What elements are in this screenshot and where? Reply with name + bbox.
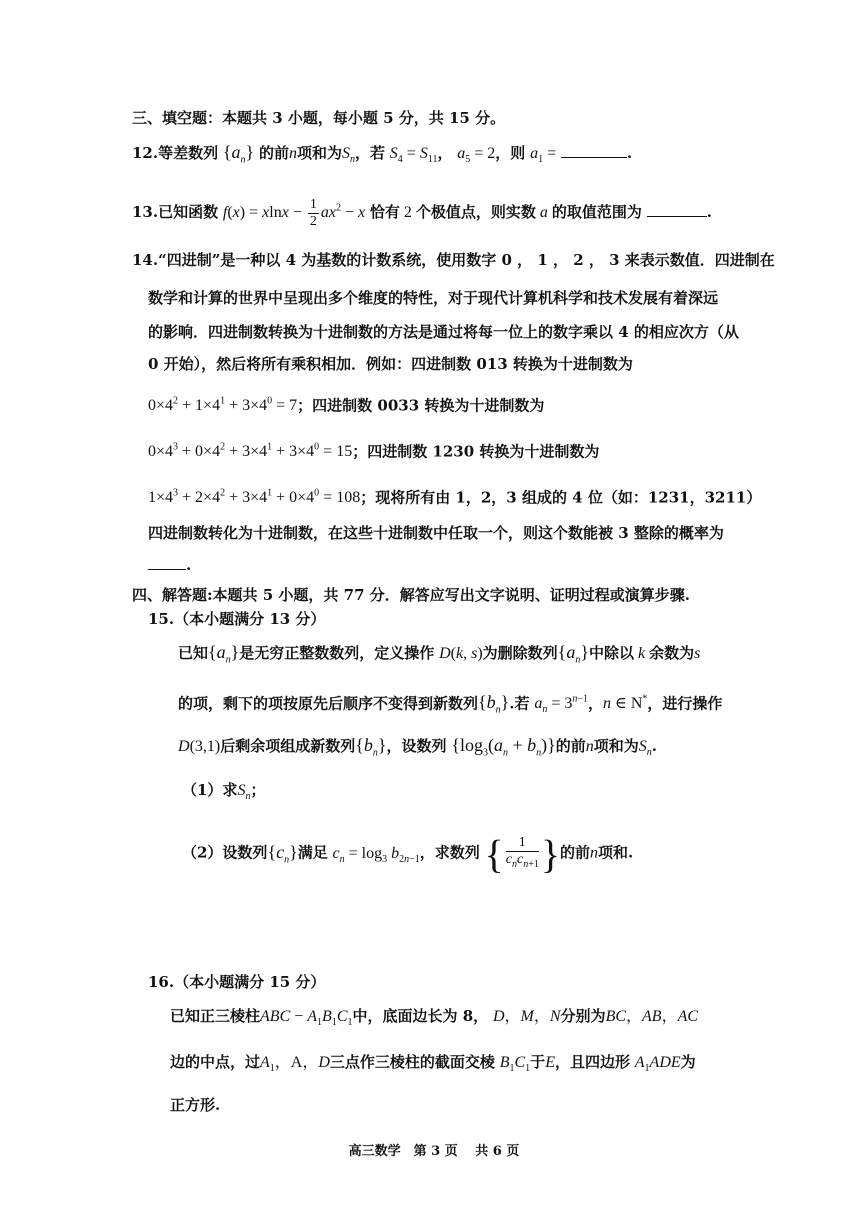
- q14-line-5: $0\times 4^2 + 1\times 4^1 + 3\times 4^0 = 7$；四进制数 0033 转换为十进制数为: [148, 396, 545, 415]
- q15-recip-seq: { $\frac{1}{c_nc_{n+1}}$ }: [484, 831, 561, 876]
- q14-line-6: $0\times 4^3 + 0\times 4^2 + 3\times 4^1 + 3\times 4^0 = 15$；四进制数 1230 转换为十进制数为: [148, 442, 600, 461]
- answer-blank-13: [647, 202, 707, 217]
- q14-line-2: 数学和计算的世界中呈现出多个维度的特性，对于现代计算机科学和技术发展有着深远: [148, 289, 719, 307]
- q15-log-seq: $\{\log_3(a_n + b_n)\}$: [451, 735, 556, 759]
- q16-line-3: 正方形.: [170, 1096, 221, 1114]
- q14-example-2: $0\times 4^3 + 0\times 4^2 + 3\times 4^1 + 3\times 4^0 = 15$: [148, 442, 353, 461]
- q12-condition-2: $a_5 = 2$: [457, 145, 496, 166]
- q15-title: 15.（本小题满分 13 分）: [148, 610, 326, 628]
- section4-header: 四、解答题:本题共 5 小题，共 77 分．解答应写出文字说明、证明过程或演算步骤.: [132, 586, 690, 604]
- q12-label: 12.等差数列: [132, 144, 219, 162]
- q15-line-3: D(3,1)后剩余项组成新数列$\{b_n\}$，设数列 $\{\log_3(a_n + b_n)\}$的前n项和为$S_n$.: [178, 735, 658, 759]
- q14-line-3: 的影响．四进制数转换为十进制数的方法是通过将每一位上的数字乘以 4 的相应次方（从: [148, 323, 739, 341]
- answer-blank-14: [148, 555, 186, 570]
- q12-condition-1: $S_4 = S_{11}$: [389, 145, 438, 166]
- q14-line-8: 四进制数转化为十进制数，在这些十进制数中任取一个，则这个数能被 3 整除的概率为: [148, 524, 724, 542]
- answer-blank-12: [561, 143, 627, 158]
- q14-line-4: 0 开始），然后将所有乘积相加．例如：四进制数 013 转换为十进制数为: [148, 355, 633, 373]
- q15-line-2: 的项，剩下的项按原先后顺序不变得到新数列$\{b_n\}$.若 $a_n = 3^{n-1}$，n ∈ N*，进行操作: [178, 692, 723, 716]
- page-footer: 高三数学 第 3 页 共 6 页: [348, 1144, 520, 1159]
- section3-header: 三、填空题：本题共 3 小题，每小题 5 分，共 15 分。: [132, 109, 506, 127]
- q15-line-1: 已知$\{a_n\}$是无穷正整数数列，定义操作 D(k, s)为删除数列$\{a_n\}$中除以 k 余数为s: [178, 642, 701, 666]
- q15-part-1: （1）求$S_n$；: [182, 781, 266, 803]
- question-13: 13.已知函数 f(x) = xlnx − $\frac{1}{2}$ $ax^2 - x$ 恰有 2 个极值点，则实数 a 的取值范围为 .: [132, 197, 712, 229]
- q13-function: f(x) = xlnx − $\frac{1}{2}$ $ax^2 - x$: [222, 197, 366, 229]
- q15-operation: D(k, s): [439, 645, 483, 662]
- q15-formula-cn: $c_n = \log_3 b_{2n-1}$: [332, 844, 420, 865]
- q14-example-1: $0\times 4^2 + 1\times 4^1 + 3\times 4^0 = 7$: [148, 396, 298, 415]
- q16-line-1: 已知正三棱柱ABC − $A_1B_1C_1$中，底面边长为 8， D，M，N分别为BC，AB，AC: [170, 1007, 699, 1029]
- q16-prism: ABC − $A_1B_1C_1$: [260, 1008, 353, 1029]
- q14-example-3: $1\times 4^3 + 2\times 4^2 + 3\times 4^1 + 0\times 4^0 = 108$: [148, 488, 361, 507]
- q15-formula-an: $a_n = 3^{n-1}$: [534, 694, 588, 716]
- q14-line-1: 14.“四进制”是一种以 4 为基数的计数系统，使用数字 0 ， 1 ， 2 ， 3 来表示数值．四进制在: [132, 251, 775, 269]
- q15-part-2: （2）设数列$\{c_n\}$满足 $c_n = \log_3 b_{2n-1}$，求数列 { $\frac{1}{c_nc_{n+1}}$ }的前n项和.: [182, 831, 634, 876]
- q16-line-2: 边的中点，过$A_1$，A，D三点作三棱柱的截面交棱 $B_1C_1$于E，且四边形 $A_1ADE$为: [170, 1053, 696, 1075]
- q14-line-7: $1\times 4^3 + 2\times 4^2 + 3\times 4^1 + 0\times 4^0 = 108$；现将所有由 1，2，3 组成的 4 位（如：1231，3211）: [148, 488, 762, 507]
- question-12: 12.等差数列 $\{a_n\}$ 的前n项和为$S_n$，若 $S_4 = S_{11}$， $a_5 = 2$，则 $a_1$ = .: [132, 142, 633, 166]
- q12-seq-an: $\{a_n\}$: [222, 142, 255, 166]
- q16-title: 16.（本小题满分 15 分）: [148, 973, 326, 991]
- q14-line-9: .: [148, 555, 191, 575]
